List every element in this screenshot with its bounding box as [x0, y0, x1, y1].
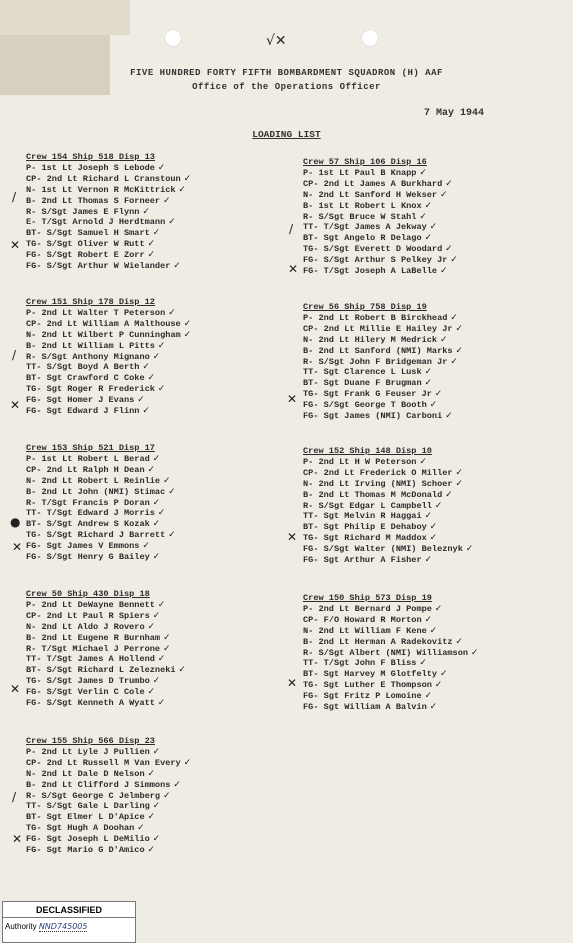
handwritten-margin-mark: ✕ [10, 238, 21, 252]
crew-member: TG- Sgt Roger R Frederick ✓ [26, 384, 276, 395]
crew-member: TT- T/Sgt John F Bliss ✓ [303, 658, 553, 669]
crew-member: B- 2nd Lt William L Pitts ✓ [26, 341, 276, 352]
crew-member: B- 2nd Lt Eugene R Burnham ✓ [26, 633, 276, 644]
crew-member: FG- S/Sgt Arthur S Pelkey Jr ✓ [303, 255, 553, 266]
crew-member: N- 2nd Lt William F Kene ✓ [303, 626, 553, 637]
crew-block [26, 152, 276, 272]
crew-heading: Crew 56 Ship 758 Disp 19 [303, 302, 427, 312]
crew-member: N- 2nd Lt Sanford H Wekser ✓ [303, 190, 553, 201]
handwritten-margin-mark: ● [10, 515, 21, 529]
crew-member: TG- Sgt Richard M Maddox ✓ [303, 533, 553, 544]
declassified-label: DECLASSIFIED [3, 902, 135, 918]
crew-member: TG- Sgt Frank G Feuser Jr ✓ [303, 389, 553, 400]
crew-member: P- 2nd Lt Lyle J Pullien ✓ [26, 747, 276, 758]
crew-member: FG- Sgt Edward J Flinn ✓ [26, 406, 276, 417]
crew-member: BT- S/Sgt Richard L Zelezneki ✓ [26, 665, 276, 676]
crew-block [26, 297, 276, 417]
crew-member: FG- S/Sgt Henry G Bailey ✓ [26, 552, 276, 563]
crew-member: BT- Sgt Crawford C Coke ✓ [26, 373, 276, 384]
crew-member: TG- Sgt Luther E Thompson ✓ [303, 680, 553, 691]
crew-member: CP- 2nd Lt Richard L Cranstoun ✓ [26, 174, 276, 185]
crew-member: TG- S/Sgt Oliver W Rutt ✓ [26, 239, 276, 250]
crew-member: FG- T/Sgt Joseph A LaBelle ✓ [303, 266, 553, 277]
crew-heading: Crew 57 Ship 106 Disp 16 [303, 157, 427, 167]
handwritten-margin-mark: ✕ [288, 262, 299, 276]
crew-member: BT- Sgt Duane F Brugman ✓ [303, 378, 553, 389]
crew-member: FG- S/Sgt Robert E Zorr ✓ [26, 250, 276, 261]
crew-member: B- 2nd Lt Herman A Radekovitz ✓ [303, 637, 553, 648]
authority-line [3, 918, 135, 931]
crew-member: B- 2nd Lt John (NMI) Stimac ✓ [26, 487, 276, 498]
crew-member: P- 1st Lt Paul B Knapp ✓ [303, 168, 553, 179]
crew-block [26, 589, 276, 709]
crew-block [303, 446, 553, 566]
handwritten-margin-mark: / [12, 190, 17, 204]
handwritten-check-mark: √✕ [266, 33, 287, 49]
crew-member: TG- S/Sgt Everett D Woodard ✓ [303, 244, 553, 255]
crew-member: BT- S/Sgt Samuel H Smart ✓ [26, 228, 276, 239]
crew-member: R- S/Sgt John F Bridgeman Jr ✓ [303, 357, 553, 368]
crew-member: TT- T/Sgt Edward J Morris ✓ [26, 508, 276, 519]
crew-block [303, 157, 553, 277]
crew-member: R- S/Sgt James E Flynn ✓ [26, 207, 276, 218]
punch-hole [165, 30, 181, 46]
authority-label: Authority [5, 922, 37, 931]
crew-member: P- 2nd Lt H W Peterson ✓ [303, 457, 553, 468]
folded-corner [0, 0, 130, 35]
crew-member: R- S/Sgt Edgar L Campbell ✓ [303, 501, 553, 512]
crew-member: B- 2nd Lt Clifford J Simmons ✓ [26, 780, 276, 791]
punch-hole [362, 30, 378, 46]
crew-member: TT- S/Sgt Gale L Darling ✓ [26, 801, 276, 812]
crew-member: P- 2nd Lt Walter T Peterson ✓ [26, 308, 276, 319]
crew-member: CP- 2nd Lt Ralph H Dean ✓ [26, 465, 276, 476]
authority-value: NND745005 [38, 922, 88, 931]
crew-block [26, 736, 276, 856]
handwritten-margin-mark: ✕ [12, 832, 23, 846]
crew-member: FG- Sgt Homer J Evans ✓ [26, 395, 276, 406]
crew-member: TT- T/Sgt James A Hollend ✓ [26, 654, 276, 665]
crew-member: BT- Sgt Angelo R Delago ✓ [303, 233, 553, 244]
crew-heading: Crew 154 Ship 518 Disp 13 [26, 152, 155, 162]
crew-member: R- S/Sgt Bruce W Stahl ✓ [303, 212, 553, 223]
handwritten-margin-mark: ✕ [287, 530, 298, 544]
crew-member: FG- S/Sgt Arthur W Wielander ✓ [26, 261, 276, 272]
crew-member: P- 1st Lt Joseph S Lebode ✓ [26, 163, 276, 174]
crew-member: TT- T/Sgt James A Jekway ✓ [303, 222, 553, 233]
crew-member: CP- F/O Howard R Morton ✓ [303, 615, 553, 626]
handwritten-margin-mark: / [12, 790, 17, 804]
crew-heading: Crew 151 Ship 178 Disp 12 [26, 297, 155, 307]
crew-block [303, 593, 553, 713]
crew-member: TT- S/Sgt Boyd A Berth ✓ [26, 362, 276, 373]
crew-member: R- S/Sgt George C Jelmberg ✓ [26, 791, 276, 802]
crew-member: CP- 2nd Lt Russell M Van Every ✓ [26, 758, 276, 769]
document-title: LOADING LIST [252, 129, 321, 140]
crew-heading: Crew 152 Ship 148 Disp 10 [303, 446, 432, 456]
crew-block [303, 302, 553, 422]
document-date: 7 May 1944 [424, 108, 485, 119]
handwritten-margin-mark: ✕ [12, 540, 23, 554]
crew-member: P- 2nd Lt Robert B Birckhead ✓ [303, 313, 553, 324]
crew-member: BT- Sgt Harvey M Glotfelty ✓ [303, 669, 553, 680]
crew-heading: Crew 153 Ship 521 Disp 17 [26, 443, 155, 453]
crew-member: R- T/Sgt Francis P Doran ✓ [26, 498, 276, 509]
crew-member: N- 2nd Lt Aldo J Rovero ✓ [26, 622, 276, 633]
crew-member: FG- Sgt Joseph L DeMilio ✓ [26, 834, 276, 845]
crew-block [26, 443, 276, 563]
handwritten-margin-mark: ✕ [287, 392, 298, 406]
crew-heading: Crew 150 Ship 573 Disp 19 [303, 593, 432, 603]
crew-member: N- 2nd Lt Hilery M Medrick ✓ [303, 335, 553, 346]
crew-member: B- 2nd Lt Thomas S Forneer ✓ [26, 196, 276, 207]
crew-member: P- 1st Lt Robert L Berad ✓ [26, 454, 276, 465]
crew-member: BT- Sgt Philip E Dehaboy ✓ [303, 522, 553, 533]
handwritten-margin-mark: / [289, 222, 294, 236]
squadron-heading: FIVE HUNDRED FORTY FIFTH BOMBARDMENT SQUADRON (H) AAF [130, 68, 443, 78]
crew-member: E- T/Sgt Arnold J Herdtmann ✓ [26, 217, 276, 228]
crew-member: TT- Sgt Melvin R Haggai ✓ [303, 511, 553, 522]
crew-member: CP- 2nd Lt James A Burkhard ✓ [303, 179, 553, 190]
crew-member: TG- S/Sgt James D Trumbo ✓ [26, 676, 276, 687]
crew-member: FG- Sgt Fritz P Lomoine ✓ [303, 691, 553, 702]
handwritten-margin-mark: / [12, 348, 17, 362]
crew-member: FG- Sgt Arthur A Fisher ✓ [303, 555, 553, 566]
crew-member: CP- 2nd Lt Frederick O Miller ✓ [303, 468, 553, 479]
crew-member: N- 2nd Lt Dale D Nelson ✓ [26, 769, 276, 780]
crew-member: TG- Sgt Hugh A Doohan ✓ [26, 823, 276, 834]
crew-member: N- 2nd Lt Irving (NMI) Schoer ✓ [303, 479, 553, 490]
crew-member: TG- S/Sgt Richard J Barrett ✓ [26, 530, 276, 541]
crew-member: FG- Sgt James (NMI) Carboni ✓ [303, 411, 553, 422]
handwritten-margin-mark: ✕ [10, 398, 21, 412]
crew-member: N- 1st Lt Vernon R McKittrick ✓ [26, 185, 276, 196]
handwritten-margin-mark: ✕ [287, 676, 298, 690]
crew-member: P- 2nd Lt DeWayne Bennett ✓ [26, 600, 276, 611]
declassified-stamp [2, 901, 136, 943]
crew-member: FG- S/Sgt George T Booth ✓ [303, 400, 553, 411]
crew-member: R- S/Sgt Albert (NMI) Williamson ✓ [303, 648, 553, 659]
crew-member: FG- Sgt Mario G D'Amico ✓ [26, 845, 276, 856]
crew-member: CP- 2nd Lt William A Malthouse ✓ [26, 319, 276, 330]
crew-member: BT- Sgt Elmer L D'Apice ✓ [26, 812, 276, 823]
crew-member: B- 2nd Lt Thomas M McDonald ✓ [303, 490, 553, 501]
crew-member: N- 2nd Lt Robert L Reinlie ✓ [26, 476, 276, 487]
crew-member: CP- 2nd Lt Millie E Hailey Jr ✓ [303, 324, 553, 335]
crew-heading: Crew 155 Ship 566 Disp 23 [26, 736, 155, 746]
crew-member: FG- Sgt William A Balvin ✓ [303, 702, 553, 713]
office-heading: Office of the Operations Officer [192, 82, 381, 92]
crew-member: BT- S/Sgt Andrew S Kozak ✓ [26, 519, 276, 530]
crew-member: N- 2nd Lt Wilbert P Cunningham ✓ [26, 330, 276, 341]
crew-member: FG- S/Sgt Kenneth A Wyatt ✓ [26, 698, 276, 709]
crew-member: FG- S/Sgt Walter (NMI) Beleznyk ✓ [303, 544, 553, 555]
crew-member: TT- Sgt Clarence L Lusk ✓ [303, 367, 553, 378]
crew-member: FG- Sgt James V Emmons ✓ [26, 541, 276, 552]
crew-member: CP- 2nd Lt Paul R Spiers ✓ [26, 611, 276, 622]
crew-member: FG- S/Sgt Verlin C Cole ✓ [26, 687, 276, 698]
crew-member: R- S/Sgt Anthony Mignano ✓ [26, 352, 276, 363]
crew-member: B- 1st Lt Robert L Knox ✓ [303, 201, 553, 212]
crew-member: R- T/Sgt Michael J Perrone ✓ [26, 644, 276, 655]
handwritten-margin-mark: ✕ [10, 682, 21, 696]
crew-heading: Crew 50 Ship 430 Disp 18 [26, 589, 150, 599]
crew-member: B- 2nd Lt Sanford (NMI) Marks ✓ [303, 346, 553, 357]
crew-member: P- 2nd Lt Bernard J Pompe ✓ [303, 604, 553, 615]
